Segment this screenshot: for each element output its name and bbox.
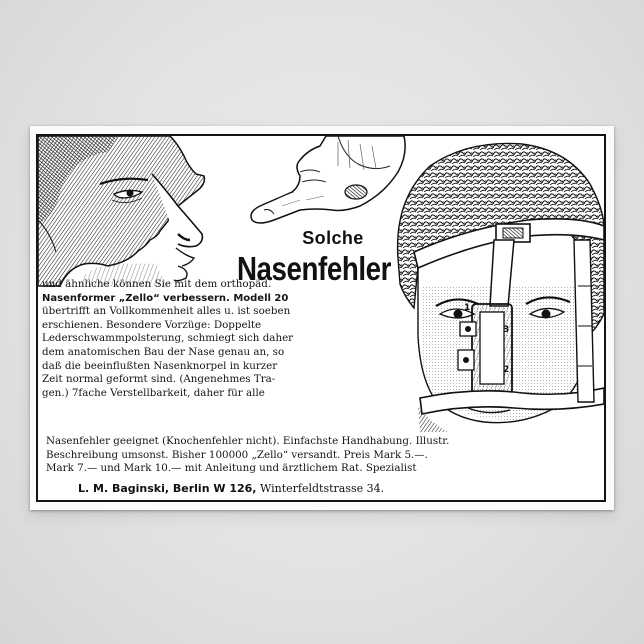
device-label-1: 1 xyxy=(464,303,471,313)
device-label-3: 3 xyxy=(503,325,510,335)
body-line-8: Zeit normal geformt sind. (Angenehmes Tra- xyxy=(42,373,276,386)
advert-body-text xyxy=(42,278,380,400)
advertisement xyxy=(36,134,606,502)
wide-line-1: Nasenfehler geeignet (Knochenfehler nicht). Einfachste Handhabung. Illustr. xyxy=(46,435,450,447)
body-line-1: und ähnliche können Sie mit dem orthopäd. xyxy=(42,278,272,290)
body-line-9: gen.) 7fache Verstellbarkeit, daher für alle xyxy=(42,386,265,399)
company-name: L. M. Baginski, Berlin W 126, xyxy=(78,482,257,495)
body-line-7: daß die beeinflußten Nasenknorpel in kurzer xyxy=(42,359,278,372)
body-line-2: Nasenformer „Zello“ verbessern. Modell 20 xyxy=(42,292,289,304)
wide-line-2: Beschreibung umsonst. Bisher 100000 „Zello“ versandt. Preis Mark 5.—. xyxy=(46,448,428,461)
heading-nasenfehler: Nasenfehler xyxy=(236,250,392,287)
body-line-4: erschienen. Besondere Vorzüge: Doppelte xyxy=(42,318,262,331)
company-street: Winterfeldtstrasse 34. xyxy=(259,482,385,495)
company-address xyxy=(78,482,578,495)
body-line-5: Lederschwammpolsterung, schmiegt sich daher xyxy=(42,332,294,345)
device-label-2: 2 xyxy=(503,365,510,375)
profile-face-illustration xyxy=(38,136,204,286)
woman-with-nose-device-illustration xyxy=(398,143,604,432)
body-line-6: dem anatomischen Bau der Nase genau an, so xyxy=(42,345,285,358)
advert-wide-text xyxy=(46,435,598,476)
heading-solche: Solche xyxy=(302,228,364,248)
wide-line-3: Mark 7.— und Mark 10.— mit Anleitung und ärztlichem Rat. Spezialist xyxy=(46,462,417,475)
body-line-3: übertrifft an Vollkommenheit alles u. ist soeben xyxy=(42,305,291,318)
pointing-hand-illustration xyxy=(251,136,405,223)
